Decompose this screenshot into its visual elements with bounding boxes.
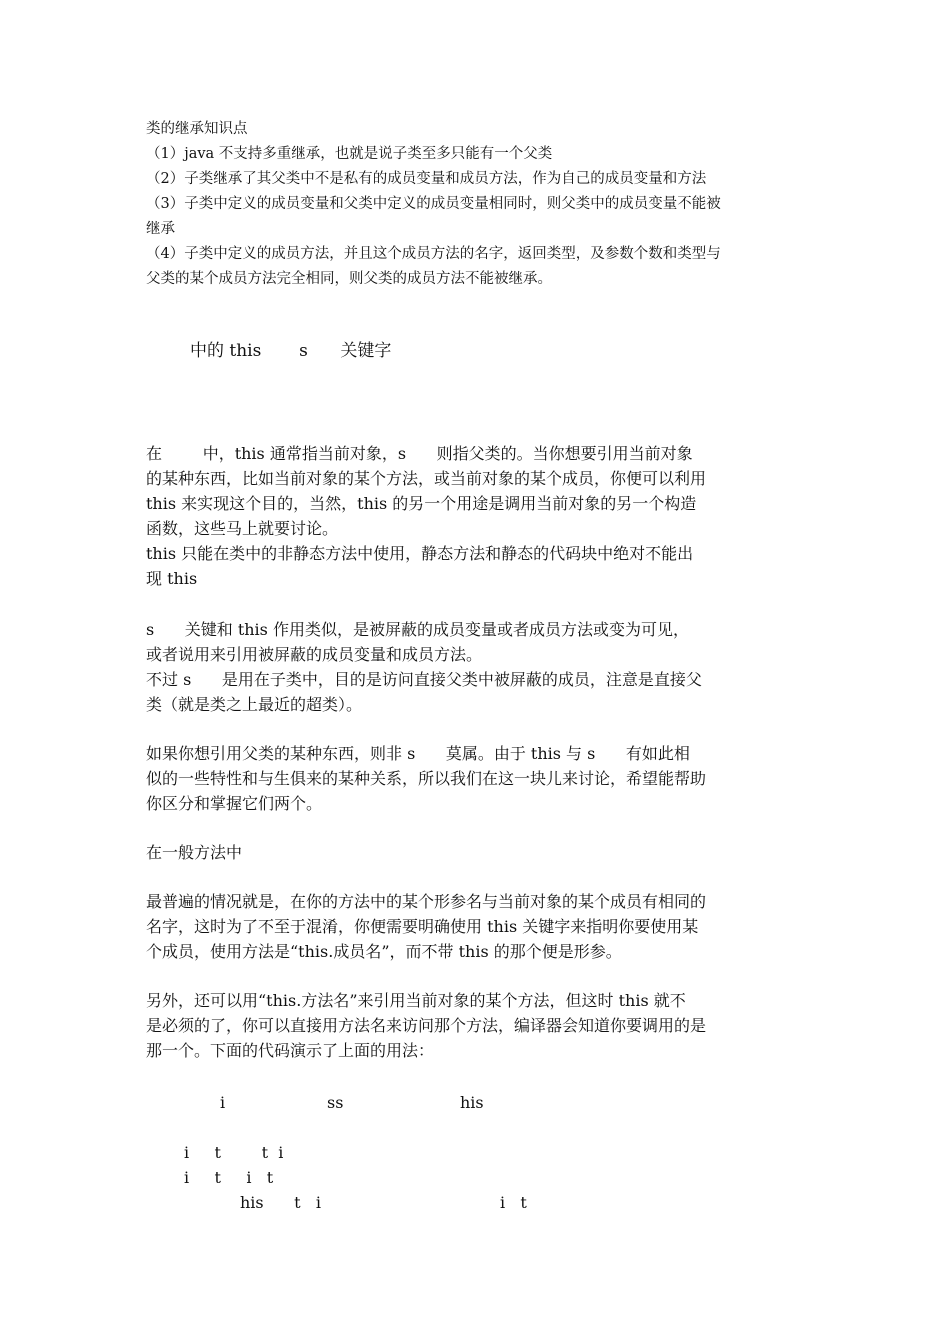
code-line: i t i t [184,1168,274,1187]
paragraph-line: 你区分和掌握它们两个。 [146,794,323,813]
paragraph-line: 的某种东西，比如当前对象的某个方法，或当前对象的某个成员，你便可以利用 [146,469,707,488]
paragraph-line: 另外，还可以用“this.方法名”来引用当前对象的某个方法，但这时 this 就不 [146,991,686,1010]
paragraph-line: 那一个。下面的代码演示了上面的用法： [146,1041,435,1060]
intro-line: 继承 [146,221,175,237]
code-token: ss [327,1093,344,1112]
paragraph-line: 函数，这些马上就要讨论。 [146,519,339,538]
intro-line: （4）子类中定义的成员方法，并且这个成员方法的名字，返回类型，及参数个数和类型与 [146,246,721,262]
paragraph [146,741,826,816]
section-heading: 中的 this s 关键字 [190,341,392,361]
paragraph [146,840,826,865]
intro-line: （3）子类中定义的成员变量和父类中定义的成员变量相同时，则父类中的成员变量不能被 [146,196,721,212]
code-line: his t i [240,1193,321,1212]
paragraph-line: 现 this [146,569,198,588]
paragraph-line: 个成员，使用方法是“this.成员名”，而不带 this 的那个便是形参。 [146,942,622,961]
code-line: i t t i [184,1143,284,1162]
paragraph-line: 在 中，this 通常指当前对象，s 则指父类的。当你想要引用当前对象 [146,444,693,463]
intro-title: 类的继承知识点 [146,121,248,137]
paragraph-line: 不过 s 是用在子类中，目的是访问直接父类中被屏蔽的成员，注意是直接父 [146,670,702,689]
code-token: his [460,1093,484,1112]
paragraph-line: this 只能在类中的非静态方法中使用，静态方法和静态的代码块中绝对不能出 [146,544,694,563]
code-token: i t [500,1193,527,1212]
paragraph [146,441,826,591]
paragraph-line: s 关键和 this 作用类似，是被屏蔽的成员变量或者成员方法或变为可见， [146,620,689,639]
paragraph [146,988,826,1063]
paragraph-line: 如果你想引用父类的某种东西，则非 s 莫属。由于 this 与 s 有如此相 [146,744,690,763]
paragraph-line: this 来实现这个目的，当然，this 的另一个用途是调用当前对象的另一个构造 [146,494,697,513]
intro-line: 父类的某个成员方法完全相同，则父类的成员方法不能被继承。 [146,271,552,287]
paragraph-line: 名字，这时为了不至于混淆，你便需要明确使用 this 关键字来指明你要使用某 [146,917,699,936]
code-token: i [220,1093,226,1112]
paragraph-line: 在一般方法中 [146,843,243,862]
paragraph-line: 似的一些特性和与生俱来的某种关系，所以我们在这一块儿来讨论，希望能帮助 [146,769,707,788]
intro-line: （2）子类继承了其父类中不是私有的成员变量和成员方法，作为自己的成员变量和方法 [146,171,707,187]
paragraph-line: 或者说用来引用被屏蔽的成员变量和成员方法。 [146,645,483,664]
paragraph-line: 是必须的了，你可以直接用方法名来访问那个方法，编译器会知道你要调用的是 [146,1016,707,1035]
paragraph-line: 类（就是类之上最近的超类）。 [146,695,363,714]
intro-line: （1）java 不支持多重继承，也就是说子类至多只能有一个父类 [146,146,553,162]
paragraph-line: 最普遍的情况就是，在你的方法中的某个形参名与当前对象的某个成员有相同的 [146,892,707,911]
paragraph [146,617,826,717]
paragraph [146,889,826,964]
intro-section [146,117,826,292]
